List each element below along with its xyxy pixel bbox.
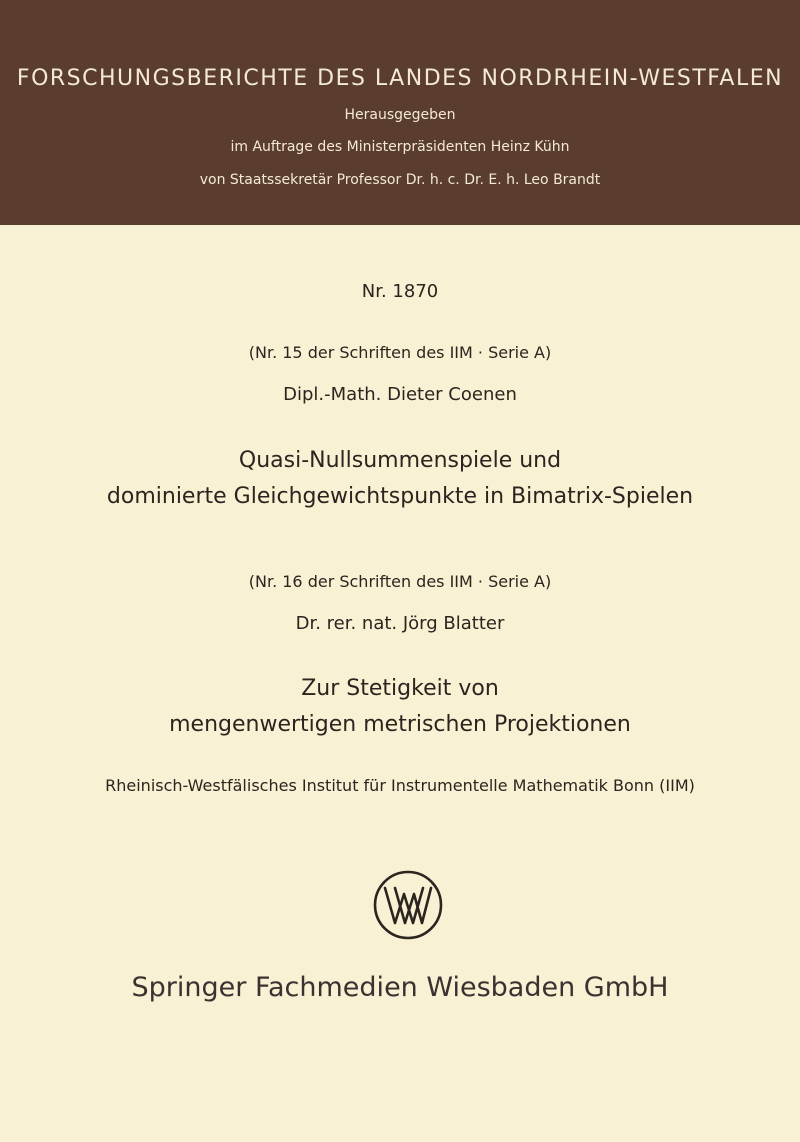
part1-series-note: (Nr. 15 der Schriften des IIM · Serie A) [248,343,552,362]
part2-title-line1: Zur Stetigkeit von [301,676,499,701]
report-number: Nr. 1870 [361,281,439,302]
part2-author: Dr. rer. nat. Jörg Blatter [295,613,505,634]
institute: Rheinisch-Westfälisches Institut für Instrumentelle Mathematik Bonn (IIM) [105,776,695,795]
publisher: Springer Fachmedien Wiesbaden GmbH [131,972,669,1003]
springer-vs-emblem-icon [373,870,443,940]
part2-title-line2: mengenwertigen metrischen Projektionen [169,712,631,737]
part1-author: Dipl.-Math. Dieter Coenen [283,384,517,405]
part1-title-line2: dominierte Gleichgewichtspunkte in Bimatrix-Spielen [106,484,694,509]
editor-line-3: von Staatssekretär Professor Dr. h. c. Dr. E. h. Leo Brandt [199,172,601,188]
editor-line-2: im Auftrage des Ministerpräsidenten Heinz Kühn [230,139,570,155]
part2-series-note: (Nr. 16 der Schriften des IIM · Serie A) [248,572,552,591]
part1-title-line1: Quasi-Nullsummenspiele und [238,448,562,473]
editor-line-1: Herausgegeben [344,107,456,123]
header-band [0,0,800,225]
series-title: FORSCHUNGSBERICHTE DES LANDES NORDRHEIN-WESTFALEN [16,66,784,91]
